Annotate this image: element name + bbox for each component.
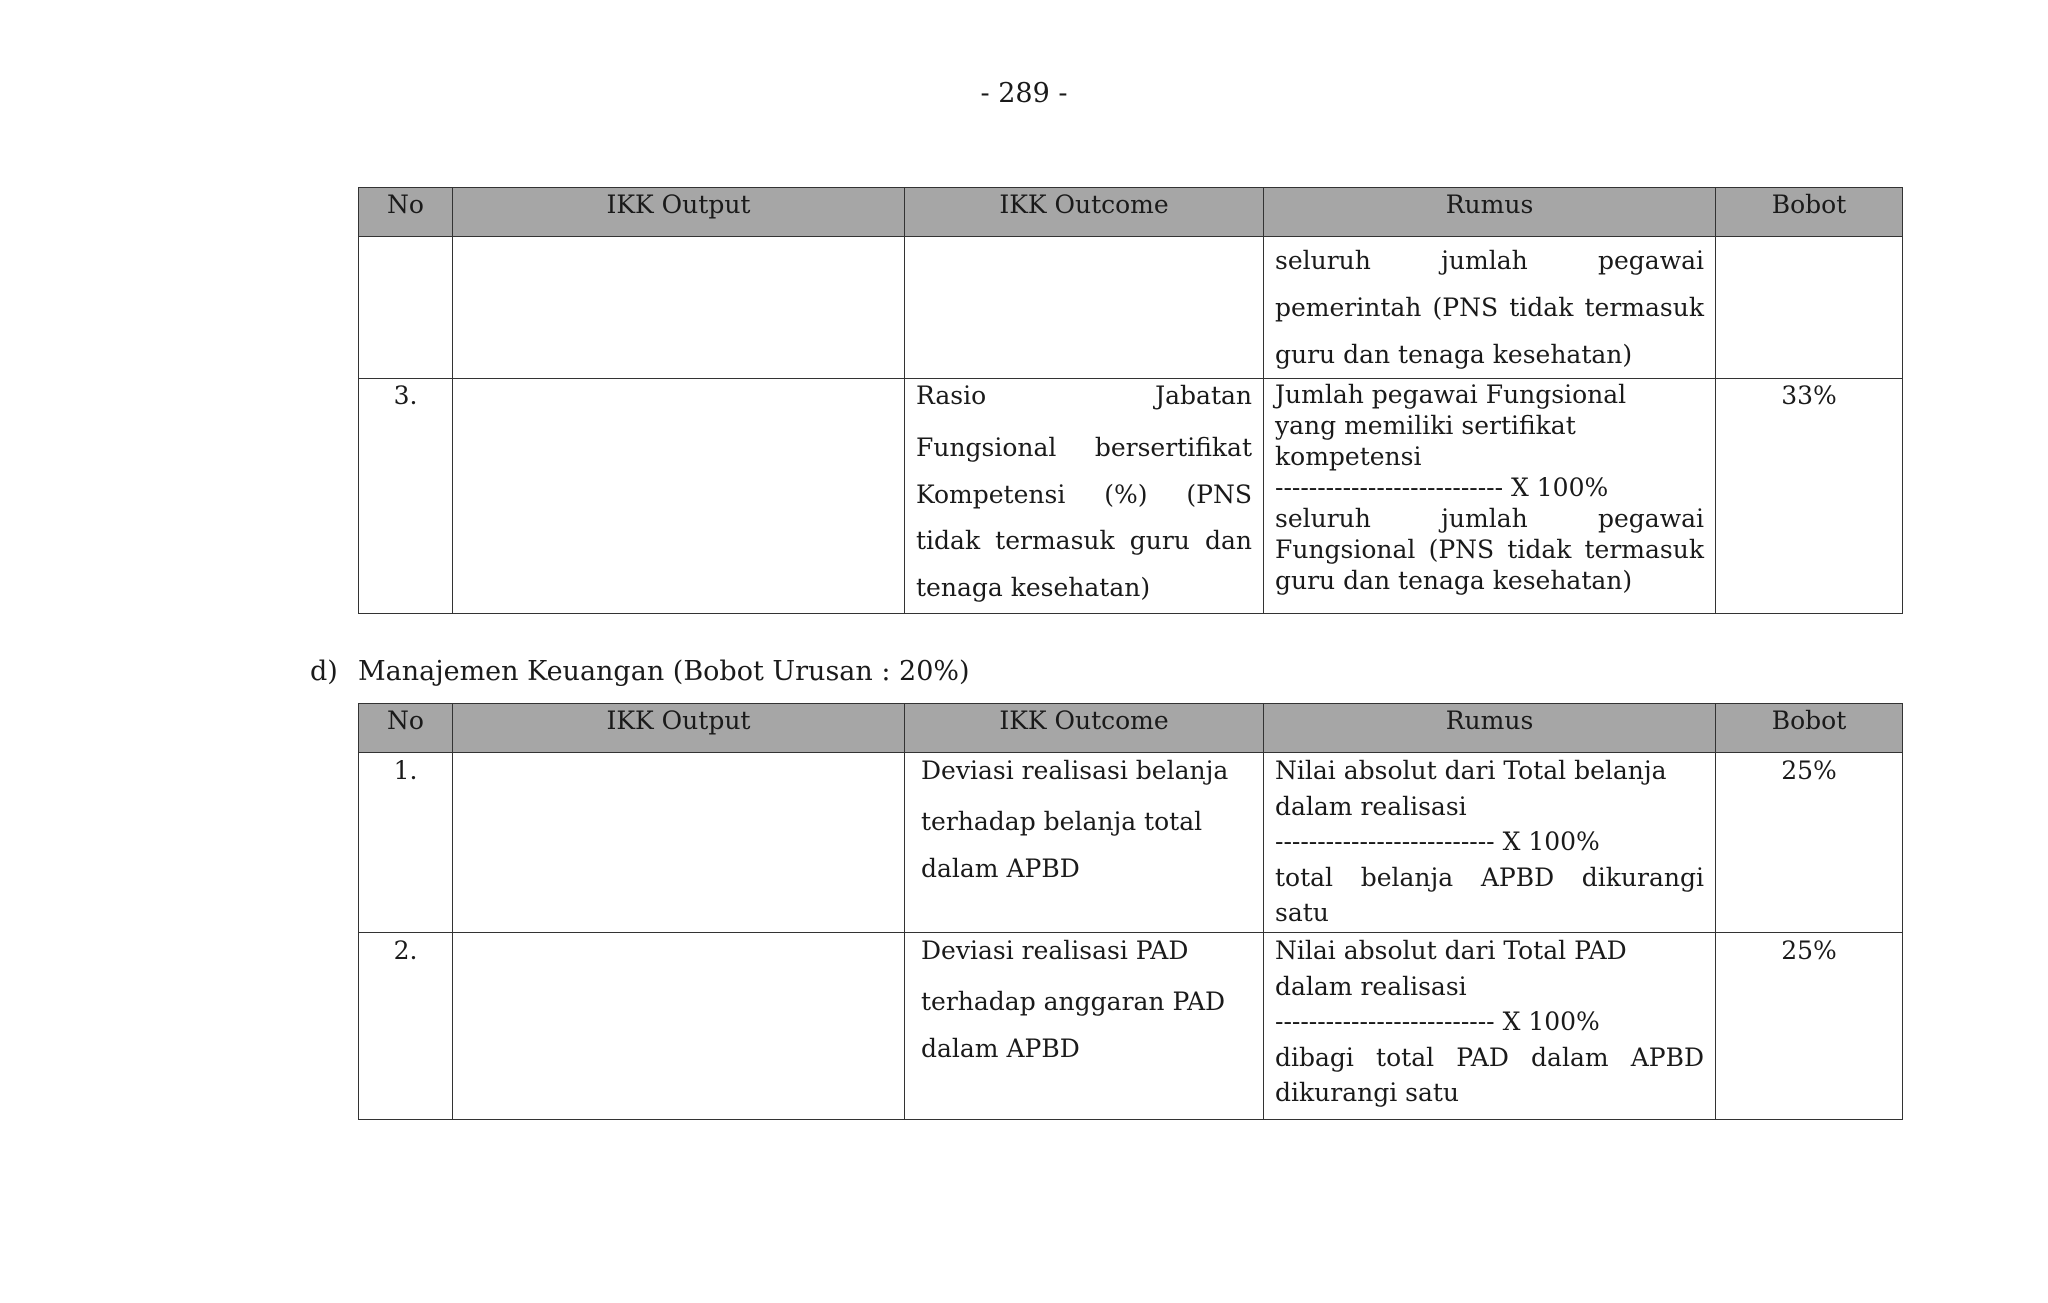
rumus-line: guru dan tenaga kesehatan) — [1275, 340, 1633, 369]
header-rumus: Rumus — [1264, 188, 1716, 237]
cell-ikk-outcome — [905, 237, 1264, 379]
rumus-line: Nilai absolut dari Total PAD — [1275, 936, 1627, 965]
header-ikk-outcome: IKK Outcome — [905, 188, 1264, 237]
rumus-line: total belanja APBD dikurangi — [1275, 862, 1704, 892]
rumus-line: seluruh jumlah pegawai — [1275, 246, 1704, 275]
cell-rumus — [1264, 753, 1716, 933]
rumus-line: dalam realisasi — [1275, 971, 1467, 1001]
section-marker: d) — [310, 656, 338, 687]
outcome-line: Kompetensi (%) (PNS — [916, 479, 1252, 509]
rumus-line: --------------------------- X 100% — [1275, 473, 1609, 502]
cell-ikk-outcome — [905, 379, 1264, 614]
cell-ikk-output — [453, 753, 905, 933]
cell-rumus — [1264, 933, 1716, 1120]
header-bobot: Bobot — [1716, 704, 1903, 753]
cell-ikk-output — [453, 379, 905, 614]
table-header-row — [359, 704, 1903, 753]
rumus-line: dibagi total PAD dalam APBD — [1275, 1042, 1704, 1072]
outcome-line: terhadap anggaran PAD — [921, 987, 1226, 1016]
cell-no: 1. — [359, 753, 453, 933]
header-ikk-outcome: IKK Outcome — [905, 704, 1264, 753]
cell-bobot: 25% — [1716, 753, 1903, 933]
cell-bobot: 33% — [1716, 379, 1903, 614]
outcome-line: dalam APBD — [921, 1033, 1080, 1063]
ikk-table-kepegawaian — [358, 187, 1903, 614]
cell-no: 2. — [359, 933, 453, 1120]
rumus-line: -------------------------- X 100% — [1275, 1007, 1600, 1036]
rumus-line: pemerintah (PNS tidak termasuk — [1275, 293, 1704, 322]
header-ikk-output: IKK Output — [453, 188, 905, 237]
table-row — [359, 753, 1903, 933]
table-row — [359, 933, 1903, 1120]
outcome-line: Fungsional bersertifikat — [916, 433, 1252, 462]
outcome-line: tidak termasuk guru dan — [916, 526, 1252, 555]
section-title: Manajemen Keuangan (Bobot Urusan : 20%) — [358, 656, 970, 687]
rumus-line: dalam realisasi — [1275, 791, 1467, 821]
table-header-row — [359, 188, 1903, 237]
cell-no: 3. — [359, 379, 453, 614]
cell-rumus — [1264, 237, 1716, 379]
outcome-line: Deviasi realisasi PAD — [921, 936, 1189, 965]
table-row — [359, 237, 1903, 379]
header-bobot: Bobot — [1716, 188, 1903, 237]
header-no: No — [359, 188, 453, 237]
cell-ikk-outcome — [905, 933, 1264, 1120]
rumus-line: Nilai absolut dari Total belanja — [1275, 756, 1667, 785]
cell-no — [359, 237, 453, 379]
page-number: - 289 - — [980, 78, 1068, 109]
table-row — [359, 379, 1903, 614]
cell-bobot: 25% — [1716, 933, 1903, 1120]
outcome-line: tenaga kesehatan) — [916, 572, 1151, 602]
rumus-line: Fungsional (PNS tidak termasuk — [1275, 535, 1704, 564]
rumus-line: seluruh jumlah pegawai — [1275, 504, 1704, 533]
rumus-line: guru dan tenaga kesehatan) — [1275, 566, 1633, 595]
outcome-line: Deviasi realisasi belanja — [921, 756, 1229, 785]
cell-ikk-output — [453, 237, 905, 379]
header-no: No — [359, 704, 453, 753]
ikk-table-manajemen-keuangan — [358, 703, 1903, 1120]
outcome-line: terhadap belanja total — [921, 807, 1203, 836]
header-rumus: Rumus — [1264, 704, 1716, 753]
cell-ikk-output — [453, 933, 905, 1120]
rumus-line: yang memiliki sertifikat — [1275, 411, 1576, 440]
cell-rumus — [1264, 379, 1716, 614]
rumus-line: dikurangi satu — [1275, 1078, 1460, 1107]
rumus-line: Jumlah pegawai Fungsional — [1275, 380, 1627, 409]
outcome-line: dalam APBD — [921, 853, 1080, 883]
cell-ikk-outcome — [905, 753, 1264, 933]
rumus-line: -------------------------- X 100% — [1275, 827, 1600, 856]
outcome-line: Rasio Jabatan — [916, 381, 1252, 410]
rumus-line: satu — [1275, 898, 1329, 927]
rumus-line: kompetensi — [1275, 442, 1422, 471]
cell-bobot — [1716, 237, 1903, 379]
section-heading-manajemen-keuangan — [310, 656, 970, 687]
header-ikk-output: IKK Output — [453, 704, 905, 753]
